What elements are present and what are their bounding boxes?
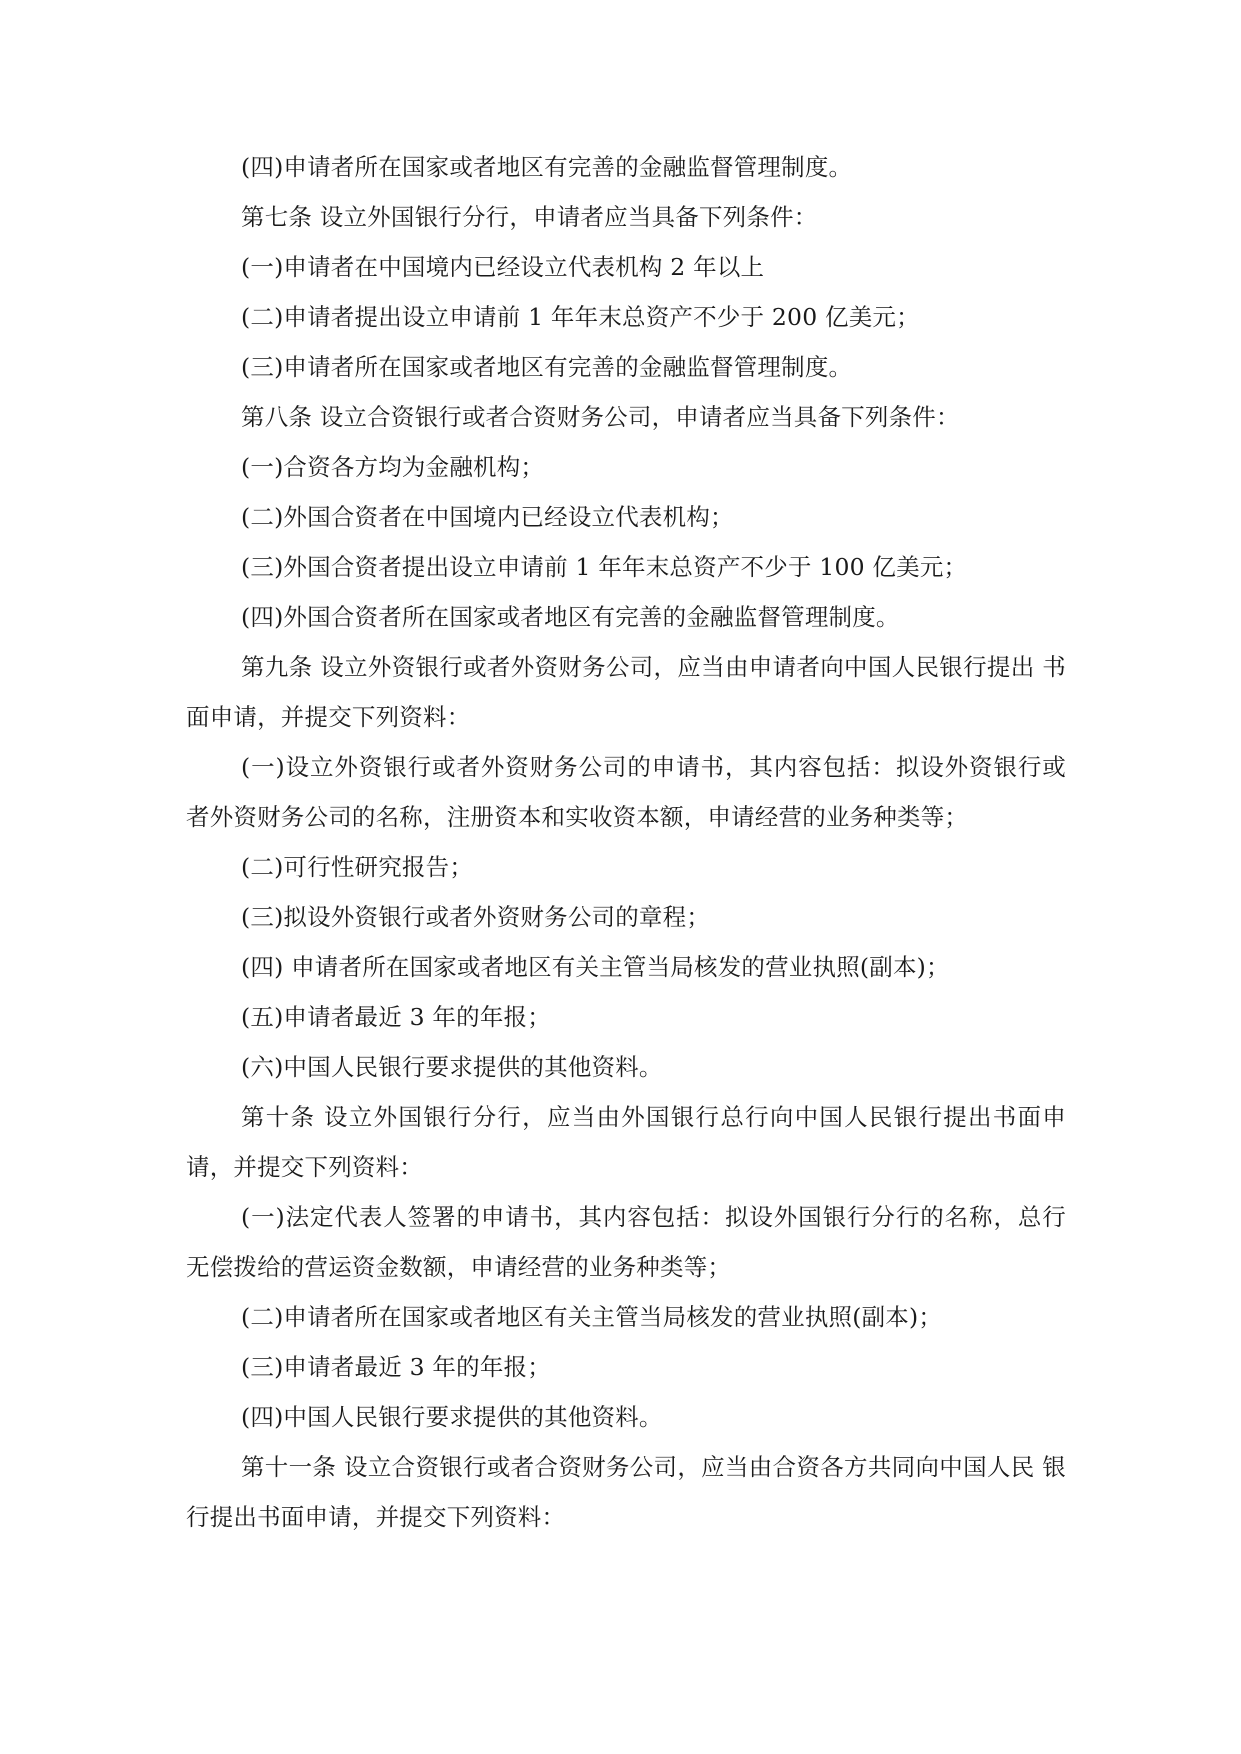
article-10-heading: 第十条 设立外国银行分行，应当由外国银行总行向中国人民银行提出书面申 请，并提交下列资料： — [186, 1103, 1066, 1181]
paragraph: (二)可行性研究报告； — [241, 853, 474, 881]
paragraph: (三)申请者最近 3 年的年报； — [241, 1353, 551, 1381]
paragraph: (四)中国人民银行要求提供的其他资料。 — [241, 1403, 663, 1431]
paragraph: (一)设立外资银行或者外资财务公司的申请书，其内容包括：拟设外资银行或 者外资财务公司的名称，注册资本和实收资本额，申请经营的业务种类等； — [186, 753, 1066, 831]
paragraph: (五)申请者最近 3 年的年报； — [241, 1003, 551, 1031]
paragraph: (四)外国合资者所在国家或者地区有完善的金融监督管理制度。 — [241, 603, 900, 631]
paragraph: (六)中国人民银行要求提供的其他资料。 — [241, 1053, 663, 1081]
article-9-heading: 第九条 设立外资银行或者外资财务公司，应当由申请者向中国人民银行提出 书面申请，并提交下列资料： — [186, 653, 1066, 731]
paragraph: (一)申请者在中国境内已经设立代表机构 2 年以上 — [241, 253, 765, 281]
article-11-heading: 第十一条 设立合资银行或者合资财务公司，应当由合资各方共同向中国人民 银行提出书面申请，并提交下列资料： — [186, 1453, 1066, 1531]
article-7-heading: 第七条 设立外国银行分行，申请者应当具备下列条件： — [241, 203, 818, 231]
paragraph: (二)申请者所在国家或者地区有关主管当局核发的营业执照(副本)； — [241, 1303, 943, 1331]
paragraph: (一)合资各方均为金融机构； — [241, 453, 545, 481]
document-body — [186, 142, 1066, 1542]
paragraph: (四) 申请者所在国家或者地区有关主管当局核发的营业执照(副本)； — [241, 953, 950, 981]
paragraph: (三)拟设外资银行或者外资财务公司的章程； — [241, 903, 711, 931]
paragraph: (三)申请者所在国家或者地区有完善的金融监督管理制度。 — [241, 353, 853, 381]
paragraph: (四)申请者所在国家或者地区有完善的金融监督管理制度。 — [241, 153, 853, 181]
article-8-heading: 第八条 设立合资银行或者合资财务公司，申请者应当具备下列条件： — [241, 403, 960, 431]
paragraph: (一)法定代表人签署的申请书，其内容包括：拟设外国银行分行的名称，总行 无偿拨给的营运资金数额，申请经营的业务种类等； — [186, 1203, 1066, 1281]
paragraph: (二)外国合资者在中国境内已经设立代表机构； — [241, 503, 734, 531]
paragraph: (三)外国合资者提出设立申请前 1 年年末总资产不少于 100 亿美元； — [241, 553, 968, 581]
paragraph: (二)申请者提出设立申请前 1 年年末总资产不少于 200 亿美元； — [241, 303, 920, 331]
